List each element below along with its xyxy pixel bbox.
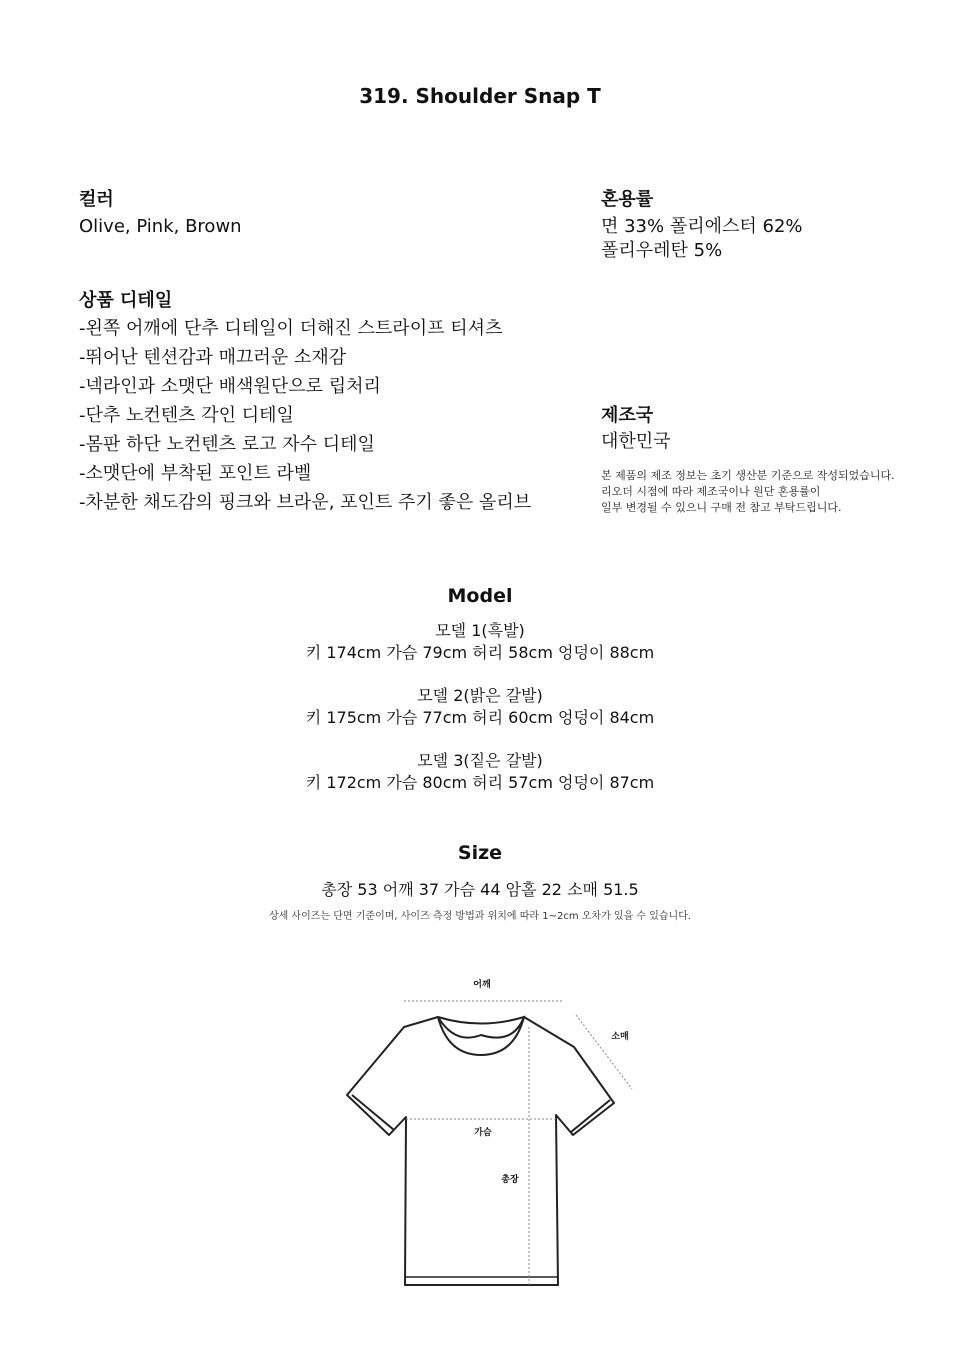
model-3 [0, 750, 960, 794]
model-heading: Model [447, 585, 513, 607]
origin-value: 대한민국 [601, 431, 671, 452]
left-cuff [352, 1095, 394, 1130]
model-1 [0, 620, 960, 664]
origin-note: 일부 변경될 수 있으니 구매 전 참고 부탁드립니다. [601, 501, 842, 514]
details-item: -단추 노컨텐츠 각인 디테일 [79, 405, 294, 426]
material-heading: 혼용률 [601, 189, 654, 210]
product-title: 319. Shoulder Snap T [359, 84, 601, 108]
right-cuff [571, 1100, 610, 1132]
material-line-1: 면 33% 폴리에스터 62% [601, 216, 803, 237]
label-shoulder: 어깨 [473, 980, 491, 990]
color-heading: 컬러 [79, 189, 114, 210]
details-item: -왼쪽 어깨에 단추 디테일이 더해진 스트라이프 티셔츠 [79, 318, 503, 339]
origin-note: 리오더 시점에 따라 제조국이나 원단 혼용률이 [601, 485, 821, 498]
details-item: -소맷단에 부착된 포인트 라벨 [79, 463, 312, 484]
origin-heading: 제조국 [601, 405, 654, 426]
details-item: -뛰어난 텐션감과 매끄러운 소재감 [79, 347, 347, 368]
tshirt-outline [347, 1017, 614, 1285]
sleeve-measure-line [576, 1015, 632, 1089]
details-item: -차분한 채도감의 핑크와 브라운, 포인트 주기 좋은 올리브 [79, 492, 532, 513]
model-name: 모델 2(밝은 갈발) [417, 686, 543, 705]
model-stats: 키 175cm 가슴 77cm 허리 60cm 엉덩이 84cm [305, 708, 655, 727]
label-sleeve: 소매 [611, 1032, 629, 1042]
model-stats: 키 174cm 가슴 79cm 허리 58cm 엉덩이 88cm [305, 643, 655, 662]
origin-note: 본 제품의 제조 정보는 초기 생산분 기준으로 작성되었습니다. [601, 469, 895, 482]
material-line-2: 폴리우레탄 5% [601, 240, 723, 261]
details-list [79, 314, 531, 517]
color-value: Olive, Pink, Brown [79, 216, 242, 237]
size-heading: Size [457, 842, 503, 864]
details-item: -몸판 하단 노컨텐츠 로고 자수 디테일 [79, 434, 375, 455]
label-length: 총장 [501, 1175, 519, 1185]
details-item: -넥라인과 소맷단 배색원단으로 립처리 [79, 376, 381, 397]
size-note: 상세 사이즈는 단면 기준이며, 사이즈 측정 방법과 위치에 따라 1~2cm 오차가 있을 수 있습니다. [268, 911, 692, 922]
size-measurements: 총장 53 어깨 37 가슴 44 암홀 22 소매 51.5 [321, 880, 639, 899]
tshirt-illustration [330, 975, 640, 1295]
tshirt-size-diagram [330, 975, 640, 1295]
details-heading: 상품 디테일 [79, 290, 173, 311]
label-chest: 가슴 [474, 1128, 492, 1138]
origin-notes [601, 468, 895, 516]
model-name: 모델 1(흑발) [435, 621, 525, 640]
model-stats: 키 172cm 가슴 80cm 허리 57cm 엉덩이 87cm [305, 773, 655, 792]
model-2 [0, 685, 960, 729]
model-name: 모델 3(짙은 갈발) [417, 751, 543, 770]
